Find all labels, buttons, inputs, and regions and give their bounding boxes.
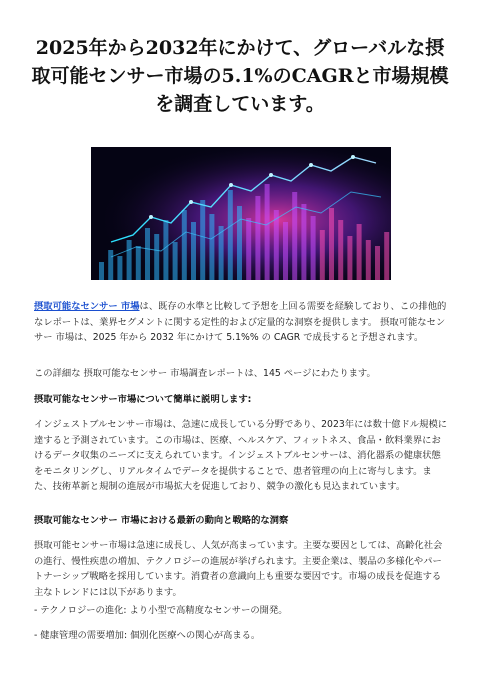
decorative-bar <box>237 206 242 280</box>
decorative-point <box>269 173 273 177</box>
section-heading-overview: 摂取可能なセンサー市場について簡単に説明します: <box>34 394 252 405</box>
decorative-bar <box>182 210 187 280</box>
section-heading-trends: 摂取可能なセンサー 市場における最新の動向と戦略的な洞察 <box>34 515 289 526</box>
decorative-bar <box>246 218 251 280</box>
decorative-bar <box>99 262 104 280</box>
trends-paragraph: 摂取可能センサー市場は急速に成長し、人気が高まっています。主要な要因としては、高齢化社会の進行、慢性疾患の増加、テクノロジーの進展が挙げられます。主要企業は、製品の多様化やパートナーシップ戦略を採用しています。消費者の意識向上も重要な要因です。市場の成長を促進する主なトレンドには以下があります。 <box>34 540 443 598</box>
decorative-bar <box>338 220 343 280</box>
decorative-bar <box>117 256 122 280</box>
bullet-item: - テクノロジーの進化: より小型で高精度なセンサーの開発。 <box>34 605 288 616</box>
decorative-point <box>309 163 313 167</box>
decorative-point <box>149 215 153 219</box>
decorative-bar <box>357 224 362 280</box>
decorative-bar <box>292 192 297 280</box>
decorative-bar <box>127 240 132 280</box>
pages-line: この詳細な 摂取可能なセンサー 市場調査レポートは、145 ページにわたります。 <box>34 368 376 379</box>
decorative-bar <box>200 200 205 280</box>
overview-paragraph: インジェストブルセンサー市場は、急速に成長している分野であり、2023年には数十億ドル規模に達すると予測されています。この市場は、医療、ヘルスケア、フィットネス、食品・飲料業界におけるデータ収集のニーズに支えられています。インジェストブルセンサーは、消化器系の健康状態をモニタリングし、リアルタイムでデータを提供することで、患者管理の向上に寄与します。また、技術革新と規制の進展が市場拡大を促進しており、競争の激化も見込まれています。 <box>34 419 448 493</box>
decorative-bar <box>347 236 352 280</box>
decorative-bar <box>108 250 113 280</box>
decorative-point <box>189 200 193 204</box>
market-chart-graphic <box>91 147 391 280</box>
decorative-bar <box>301 204 306 280</box>
page-title: 2025年から2032年にかけて、グローバルな摂取可能センサー市場の5.1%のCAGRと市場規模を調査しています。 <box>31 37 449 115</box>
decorative-bar <box>274 210 279 280</box>
decorative-bar <box>366 240 371 280</box>
decorative-bar <box>311 216 316 280</box>
decorative-bar <box>136 246 141 280</box>
decorative-bar <box>145 228 150 280</box>
intro-paragraph <box>34 299 450 346</box>
intro-text: は、既存の水準と比較して予想を上回る需要を経験しており、この排他的なレポートは、業界セグメントに関する定性的および定量的な洞察を提供します。 摂取可能なセンサー 市場は、2025 年から 2032 年にかけて 5.1%% の CAGR で成長すると予想されます。 <box>34 301 447 344</box>
decorative-bar <box>173 242 178 280</box>
decorative-bar <box>191 222 196 280</box>
decorative-bar <box>283 222 288 280</box>
decorative-point <box>351 155 355 159</box>
decorative-bar <box>219 226 224 280</box>
decorative-bar <box>384 232 389 280</box>
decorative-bar <box>329 208 334 280</box>
decorative-point <box>229 183 233 187</box>
decorative-bar <box>154 234 159 280</box>
bullet-item: - 健康管理の需要増加: 個別化医療への関心が高まる。 <box>34 630 261 641</box>
decorative-bar <box>255 196 260 280</box>
decorative-bar <box>320 230 325 280</box>
decorative-bar <box>163 220 168 280</box>
decorative-bar <box>228 190 233 280</box>
decorative-bar <box>265 184 270 280</box>
decorative-bar <box>209 214 214 280</box>
hero-image <box>91 147 391 280</box>
market-link[interactable]: 摂取可能なセンサー 市場 <box>34 301 140 312</box>
decorative-bar <box>375 246 380 280</box>
